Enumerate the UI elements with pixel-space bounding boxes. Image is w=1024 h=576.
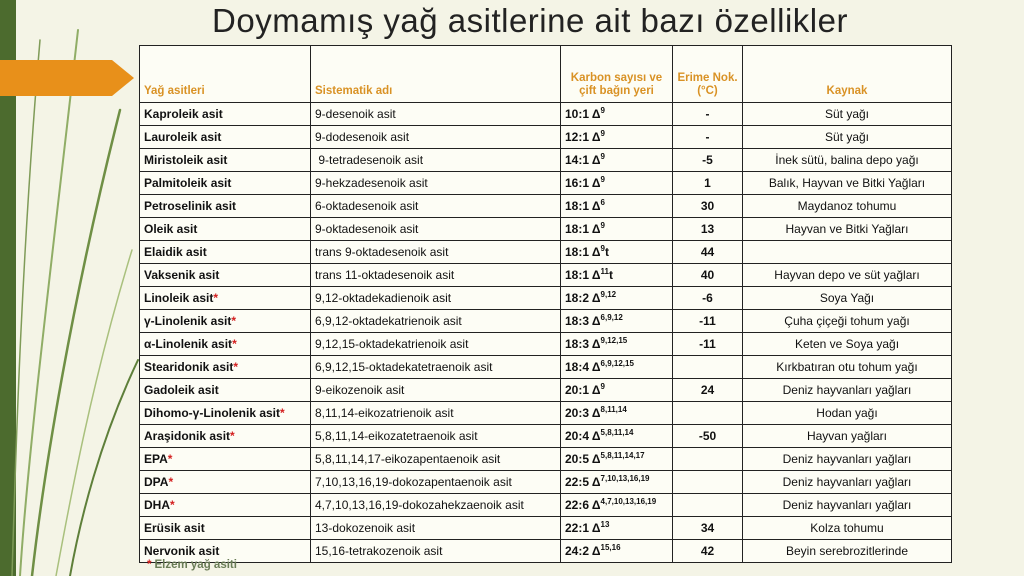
carbon-count-text: 18:3 Δ [565, 336, 601, 351]
carbon-count-text: 18:1 Δ [565, 267, 601, 282]
table-row [140, 494, 952, 517]
fatty-acid-name [140, 126, 311, 149]
melting-point: - [673, 126, 743, 149]
fatty-acid-name-text: Nervonik asit [144, 543, 220, 558]
double-bond-positions: 5,8,11,14,17 [600, 450, 645, 460]
double-bond-positions: 6 [600, 197, 605, 207]
carbon-count-text: 18:3 Δ [565, 313, 601, 328]
carbon-double-bond [561, 149, 673, 172]
essential-star: * [170, 497, 175, 512]
melting-point: 44 [673, 241, 743, 264]
fatty-acid-name-text: α-Linolenik asit [144, 336, 233, 351]
melting-point: 40 [673, 264, 743, 287]
fatty-acid-name-text: Kaproleik asit [144, 106, 223, 121]
systematic-name: 9-desenoik asit [311, 103, 561, 126]
source: Balık, Hayvan ve Bitki Yağları [743, 172, 952, 195]
melting-point: 1 [673, 172, 743, 195]
systematic-name: 13-dokozenoik asit [311, 517, 561, 540]
carbon-double-bond [561, 425, 673, 448]
header-melting-point: Erime Nok. (°C) [673, 46, 743, 103]
fatty-acid-name-text: Miristoleik asit [144, 152, 228, 167]
systematic-name: 4,7,10,13,16,19-dokozahekzaenoik asit [311, 494, 561, 517]
carbon-double-bond [561, 264, 673, 287]
carbon-count-text: 22:5 Δ [565, 474, 601, 489]
source: Soya Yağı [743, 287, 952, 310]
carbon-count-text: 20:1 Δ [565, 382, 601, 397]
source: Deniz hayvanları yağları [743, 379, 952, 402]
fatty-acid-name-text: DPA [144, 474, 169, 489]
carbon-count-text: 18:2 Δ [565, 290, 601, 305]
fatty-acid-name [140, 264, 311, 287]
essential-star: * [231, 313, 237, 328]
fatty-acid-name-text: DHA [144, 497, 170, 512]
melting-point [673, 356, 743, 379]
essential-star: * [280, 405, 285, 420]
source: Süt yağı [743, 103, 952, 126]
melting-point: -11 [673, 310, 743, 333]
fatty-acid-name [140, 218, 311, 241]
essential-star: * [233, 359, 239, 374]
carbon-count-text: 16:1 Δ [565, 175, 601, 190]
carbon-count-text: 24:2 Δ [565, 543, 601, 558]
systematic-name: 9,12,15-oktadekatrienoik asit [311, 333, 561, 356]
table-row [140, 540, 952, 563]
table-row [140, 264, 952, 287]
double-bond-positions: 9 [600, 128, 605, 138]
carbon-double-bond [561, 103, 673, 126]
systematic-name: 9-oktadesenoik asit [311, 218, 561, 241]
systematic-name: 5,8,11,14,17-eikozapentaenoik asit [311, 448, 561, 471]
fatty-acid-name-text: Elaidik asit [144, 244, 207, 259]
melting-point [673, 402, 743, 425]
melting-point: -11 [673, 333, 743, 356]
table-row [140, 310, 952, 333]
melting-point: 13 [673, 218, 743, 241]
table-row [140, 356, 952, 379]
melting-point [673, 494, 743, 517]
carbon-double-bond [561, 126, 673, 149]
melting-point [673, 471, 743, 494]
essential-star: * [168, 474, 174, 489]
carbon-double-bond [561, 172, 673, 195]
table-row [140, 126, 952, 149]
fatty-acid-name [140, 356, 311, 379]
fatty-acid-name-text: Gadoleik asit [144, 382, 219, 397]
systematic-name: 15,16-tetrakozenoik asit [311, 540, 561, 563]
carbon-count-text: 14:1 Δ [565, 152, 601, 167]
essential-star: * [213, 290, 219, 305]
melting-point: 42 [673, 540, 743, 563]
source [743, 241, 952, 264]
systematic-name: 6,9,12-oktadekatrienoik asit [311, 310, 561, 333]
double-bond-positions: 9 [600, 381, 605, 391]
fatty-acid-name [140, 149, 311, 172]
melting-point: 30 [673, 195, 743, 218]
systematic-name: 9,12-oktadekadienoik asit [311, 287, 561, 310]
fatty-acids-table [139, 45, 952, 563]
fatty-acid-name-text: Petroselinik asit [144, 198, 237, 213]
fatty-acid-name [140, 195, 311, 218]
systematic-name: 6,9,12,15-oktadekatetraenoik asit [311, 356, 561, 379]
orange-arrow [0, 60, 134, 96]
footnote [147, 559, 237, 571]
source: Keten ve Soya yağı [743, 333, 952, 356]
header-source: Kaynak [743, 46, 952, 103]
fatty-acid-name [140, 379, 311, 402]
double-bond-positions: 9,12,15 [600, 335, 628, 345]
source: Hayvan yağları [743, 425, 952, 448]
carbon-double-bond [561, 379, 673, 402]
trans-suffix: t [609, 267, 613, 282]
header-systematic-name: Sistematik adı [311, 46, 561, 103]
systematic-name: 9-hekzadesenoik asit [311, 172, 561, 195]
systematic-name: trans 11-oktadesenoik asit [311, 264, 561, 287]
double-bond-positions: 9 [600, 151, 605, 161]
source: Deniz hayvanları yağları [743, 471, 952, 494]
double-bond-positions: 11 [600, 266, 609, 276]
table-row [140, 195, 952, 218]
fatty-acid-name-text: Erüsik asit [144, 520, 205, 535]
systematic-name: 9-tetradesenoik asit [311, 149, 561, 172]
source: Hodan yağı [743, 402, 952, 425]
carbon-count-text: 18:1 Δ [565, 221, 601, 236]
melting-point: 34 [673, 517, 743, 540]
trans-suffix: t [604, 244, 609, 259]
table-row [140, 425, 952, 448]
fatty-acid-name [140, 402, 311, 425]
table-row [140, 448, 952, 471]
source: Kırkbatıran otu tohum yağı [743, 356, 952, 379]
double-bond-positions: 9 [600, 174, 605, 184]
essential-star: * [230, 428, 235, 443]
carbon-double-bond [561, 471, 673, 494]
double-bond-positions: 4,7,10,13,16,19 [600, 496, 657, 506]
carbon-double-bond [561, 494, 673, 517]
carbon-double-bond [561, 195, 673, 218]
table-row [140, 333, 952, 356]
source: Çuha çiçeği tohum yağı [743, 310, 952, 333]
fatty-acid-name [140, 287, 311, 310]
carbon-count-text: 18:1 Δ [565, 244, 601, 259]
fatty-acid-name [140, 517, 311, 540]
systematic-name: 8,11,14-eikozatrienoik asit [311, 402, 561, 425]
carbon-double-bond [561, 402, 673, 425]
carbon-count-text: 20:3 Δ [565, 405, 601, 420]
fatty-acid-name-text: Stearidonik asit [144, 359, 234, 374]
fatty-acid-name-text: Oleik asit [144, 221, 198, 236]
page-title: Doymamış yağ asitlerine ait bazı özellikler [212, 2, 848, 39]
melting-point: -50 [673, 425, 743, 448]
carbon-count-text: 20:4 Δ [565, 428, 601, 443]
table-row [140, 149, 952, 172]
double-bond-positions: 6,9,12 [600, 312, 623, 322]
double-bond-positions: 9 [600, 105, 605, 115]
melting-point: -6 [673, 287, 743, 310]
melting-point: 24 [673, 379, 743, 402]
melting-point: - [673, 103, 743, 126]
essential-star: * [167, 451, 173, 466]
fatty-acid-name-text: Vaksenik asit [144, 267, 220, 282]
systematic-name: 6-oktadesenoik asit [311, 195, 561, 218]
fatty-acid-name [140, 172, 311, 195]
double-bond-positions: 8,11,14 [600, 404, 627, 414]
carbon-count-text: 20:5 Δ [565, 451, 601, 466]
double-bond-positions: 5,8,11,14 [600, 427, 634, 437]
fatty-acid-name-text: Araşidonik asit [144, 428, 231, 443]
carbon-double-bond [561, 517, 673, 540]
carbon-double-bond [561, 333, 673, 356]
table-row [140, 287, 952, 310]
systematic-name: 9-eikozenoik asit [311, 379, 561, 402]
systematic-name: trans 9-oktadesenoik asit [311, 241, 561, 264]
melting-point: -5 [673, 149, 743, 172]
fatty-acid-name [140, 494, 311, 517]
table-row [140, 379, 952, 402]
fatty-acid-name [140, 103, 311, 126]
fatty-acid-name [140, 310, 311, 333]
carbon-double-bond [561, 287, 673, 310]
carbon-double-bond [561, 540, 673, 563]
melting-point [673, 448, 743, 471]
carbon-double-bond [561, 356, 673, 379]
double-bond-positions: 9,12 [600, 289, 617, 299]
fatty-acid-name-text: Linoleik asit [144, 290, 214, 305]
fatty-acid-name-text: EPA [144, 451, 168, 466]
table-row [140, 218, 952, 241]
carbon-count-text: 18:4 Δ [565, 359, 601, 374]
source: İnek sütü, balina depo yağı [743, 149, 952, 172]
source: Süt yağı [743, 126, 952, 149]
fatty-acid-name [140, 241, 311, 264]
fatty-acid-name [140, 471, 311, 494]
carbon-count-text: 22:1 Δ [565, 520, 601, 535]
carbon-count-text: 12:1 Δ [565, 129, 601, 144]
fatty-acid-name-text: Dihomo-γ-Linolenik asit [144, 405, 281, 420]
footnote-star: * [147, 559, 152, 571]
source: Maydanoz tohumu [743, 195, 952, 218]
carbon-count-text: 18:1 Δ [565, 198, 601, 213]
table-row [140, 172, 952, 195]
footnote-text: Elzem yağ asiti [154, 559, 237, 571]
double-bond-positions: 6,9,12,15 [600, 358, 634, 368]
double-bond-positions: 13 [600, 519, 610, 529]
systematic-name: 9-dodesenoik asit [311, 126, 561, 149]
fatty-acid-name-text: Lauroleik asit [144, 129, 222, 144]
source: Beyin serebrozitlerinde [743, 540, 952, 563]
carbon-double-bond [561, 448, 673, 471]
carbon-double-bond [561, 241, 673, 264]
table-row [140, 103, 952, 126]
systematic-name: 5,8,11,14-eikozatetraenoik asit [311, 425, 561, 448]
carbon-double-bond [561, 310, 673, 333]
fatty-acid-name [140, 333, 311, 356]
double-bond-positions: 9 [600, 220, 605, 230]
source: Kolza tohumu [743, 517, 952, 540]
source: Hayvan ve Bitki Yağları [743, 218, 952, 241]
header-carbon-count: Karbon sayısı ve çift bağın yeri [561, 46, 673, 103]
fatty-acid-name [140, 448, 311, 471]
carbon-double-bond [561, 218, 673, 241]
source: Hayvan depo ve süt yağları [743, 264, 952, 287]
essential-star: * [232, 336, 237, 351]
systematic-name: 7,10,13,16,19-dokozapentaenoik asit [311, 471, 561, 494]
header-fatty-acid: Yağ asitleri [140, 46, 311, 103]
table-row [140, 402, 952, 425]
carbon-count-text: 22:6 Δ [565, 497, 601, 512]
source: Deniz hayvanları yağları [743, 448, 952, 471]
grass-blades [12, 30, 138, 576]
source: Deniz hayvanları yağları [743, 494, 952, 517]
double-bond-positions: 9 [600, 243, 605, 253]
fatty-acid-name-text: Palmitoleik asit [144, 175, 232, 190]
double-bond-positions: 7,10,13,16,19 [600, 473, 650, 483]
carbon-count-text: 10:1 Δ [565, 106, 601, 121]
fatty-acid-name-text: γ-Linolenik asit [144, 313, 232, 328]
table-row [140, 517, 952, 540]
table-row [140, 471, 952, 494]
fatty-acid-name [140, 425, 311, 448]
table-row [140, 241, 952, 264]
table-header-row [140, 46, 952, 103]
double-bond-positions: 15,16 [600, 542, 621, 552]
